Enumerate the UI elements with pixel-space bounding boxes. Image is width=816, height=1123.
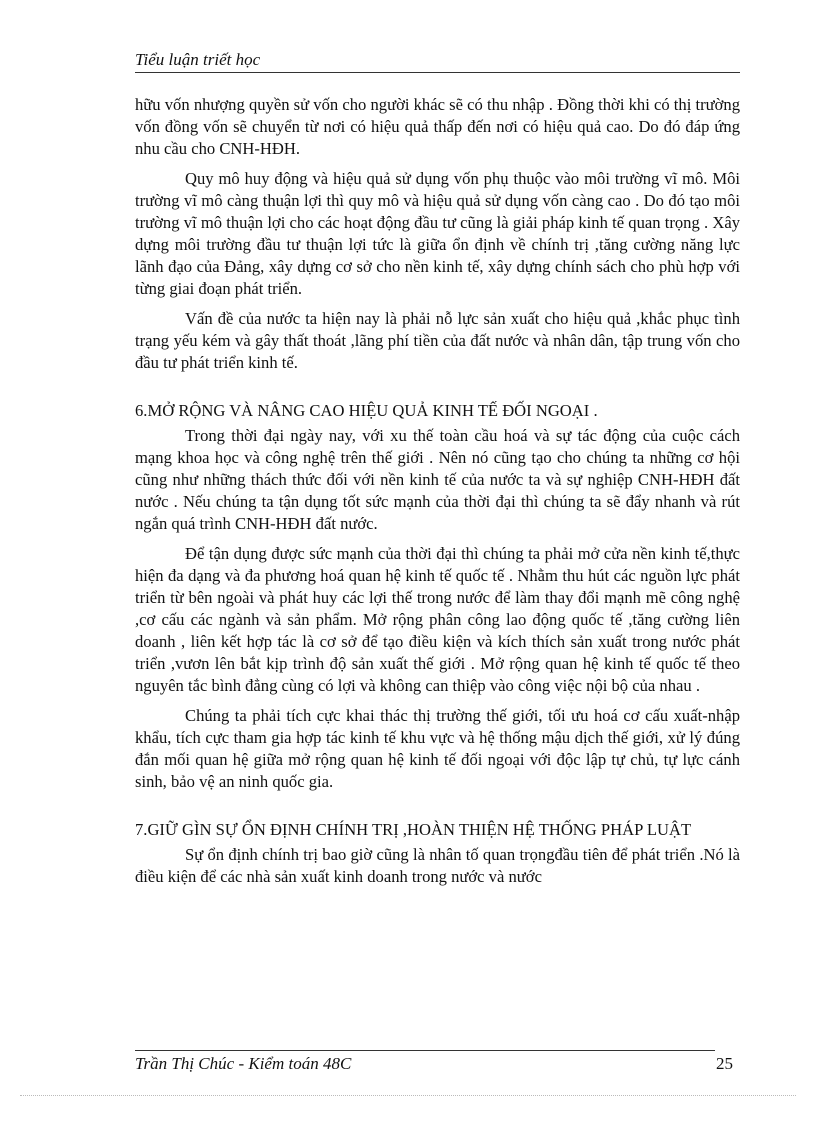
paragraph: Vấn đề của nước ta hiện nay là phải nỗ lực sản xuất cho hiệu quả ,khắc phục tình trạng yếu kém và gây thất thoát ,lãng phí tiền của đất nước và nhân dân, tập trung vốn cho đầu tư phát triển kinh tế. bbox=[135, 309, 740, 372]
paragraph: Chúng ta phải tích cực khai thác thị trường thế giới, tối ưu hoá cơ cấu xuất-nhập khẩu, tích cực tham gia hợp tác kinh tế khu vực và hệ thống mậu dịch thế giới, xử lý đúng đắn mối quan hệ giữa mở rộng quan hệ kinh tế đối ngoại với độc lập tự chủ, tự lực cánh sinh, bảo vệ an ninh quốc gia. bbox=[135, 706, 740, 791]
running-header: Tiểu luận triết học bbox=[135, 50, 740, 73]
page-number: 25 bbox=[716, 1054, 733, 1073]
section-heading-6: 6.MỞ RỘNG VÀ NÂNG CAO HIỆU QUẢ KINH TẾ ĐỐI NGOẠI . bbox=[135, 401, 598, 420]
paragraph: Quy mô huy động và hiệu quả sử dụng vốn phụ thuộc vào môi trường vĩ mô. Môi trường vĩ mô càng thuận lợi thì quy mô và hiệu quả sử dụng vốn càng cao . Do đó tạo môi trường vĩ mô thuận lợi cho các hoạt động đầu tư cũng là giải pháp kinh tế quan trọng . Xây dựng môi trường đầu tư thuận lợi tức là giữa ổn định về chính trị ,tăng cường năng lực lãnh đạo của Đảng, xây dựng cơ sở cho nền kinh tế, xây dựng chính sách cho phù hợp với từng giai đoạn phát triển. bbox=[135, 169, 740, 298]
page-edge-divider bbox=[20, 1095, 796, 1096]
page-body bbox=[135, 94, 740, 888]
paragraph: Trong thời đại ngày nay, với xu thế toàn cầu hoá và sự tác động của cuộc cách mạng khoa học và công nghệ trên thế giới . Nên nó cũng tạo cho chúng ta những cơ hội cũng như những thách thức đối với nền kinh tế của nước ta và sự nghiệp CNH-HĐH đất nước . Nếu chúng ta tận dụng tốt sức mạnh của thời đại thì chúng ta sẽ đẩy nhanh và rút ngắn quá trình CNH-HĐH đất nước. bbox=[135, 426, 740, 533]
footer-author: Trần Thị Chúc - Kiểm toán 48C bbox=[135, 1054, 352, 1073]
paragraph-continued: hữu vốn nhượng quyền sử vốn cho người khác sẽ có thu nhập . Đồng thời khi có thị trường vốn đồng vốn sẽ chuyển từ nơi có hiệu quả thấp đến nơi có hiệu quả cao. Do đó đáp ứng nhu cầu cho CNH-HĐH. bbox=[135, 95, 740, 158]
footer-rule bbox=[135, 1050, 715, 1051]
paragraph: Sự ổn định chính trị bao giờ cũng là nhân tố quan trọngđầu tiên để phát triển .Nó là điều kiện để các nhà sản xuất kinh doanh trong nước và nước bbox=[135, 845, 740, 886]
paragraph: Để tận dụng được sức mạnh của thời đại thì chúng ta phải mở cửa nền kinh tế,thực hiện đa dạng và đa phương hoá quan hệ kinh tế quốc tế . Nhằm thu hút các nguồn lực phát triển từ bên ngoài và phát huy các lợi thế trong nước để làm thay đổi mạnh mẽ công nghệ ,cơ cấu các ngành và sản phẩm. Mở rộng phân công lao động quốc tế ,tăng cường liên doanh , liên kết hợp tác là cơ sở để tạo điều kiện và kích thích sản xuất trong nước phát triển ,vươn lên bắt kịp trình độ sản xuất thế giới . Mở rộng quan hệ kinh tế quốc tế theo nguyên tắc bình đẳng cùng có lợi và không can thiệp vào công việc nội bộ của nhau . bbox=[135, 544, 740, 695]
section-heading-7: 7.GIỮ GÌN SỰ ỔN ĐỊNH CHÍNH TRỊ ,HOÀN THIỆN HỆ THỐNG PHÁP LUẬT bbox=[135, 820, 692, 839]
